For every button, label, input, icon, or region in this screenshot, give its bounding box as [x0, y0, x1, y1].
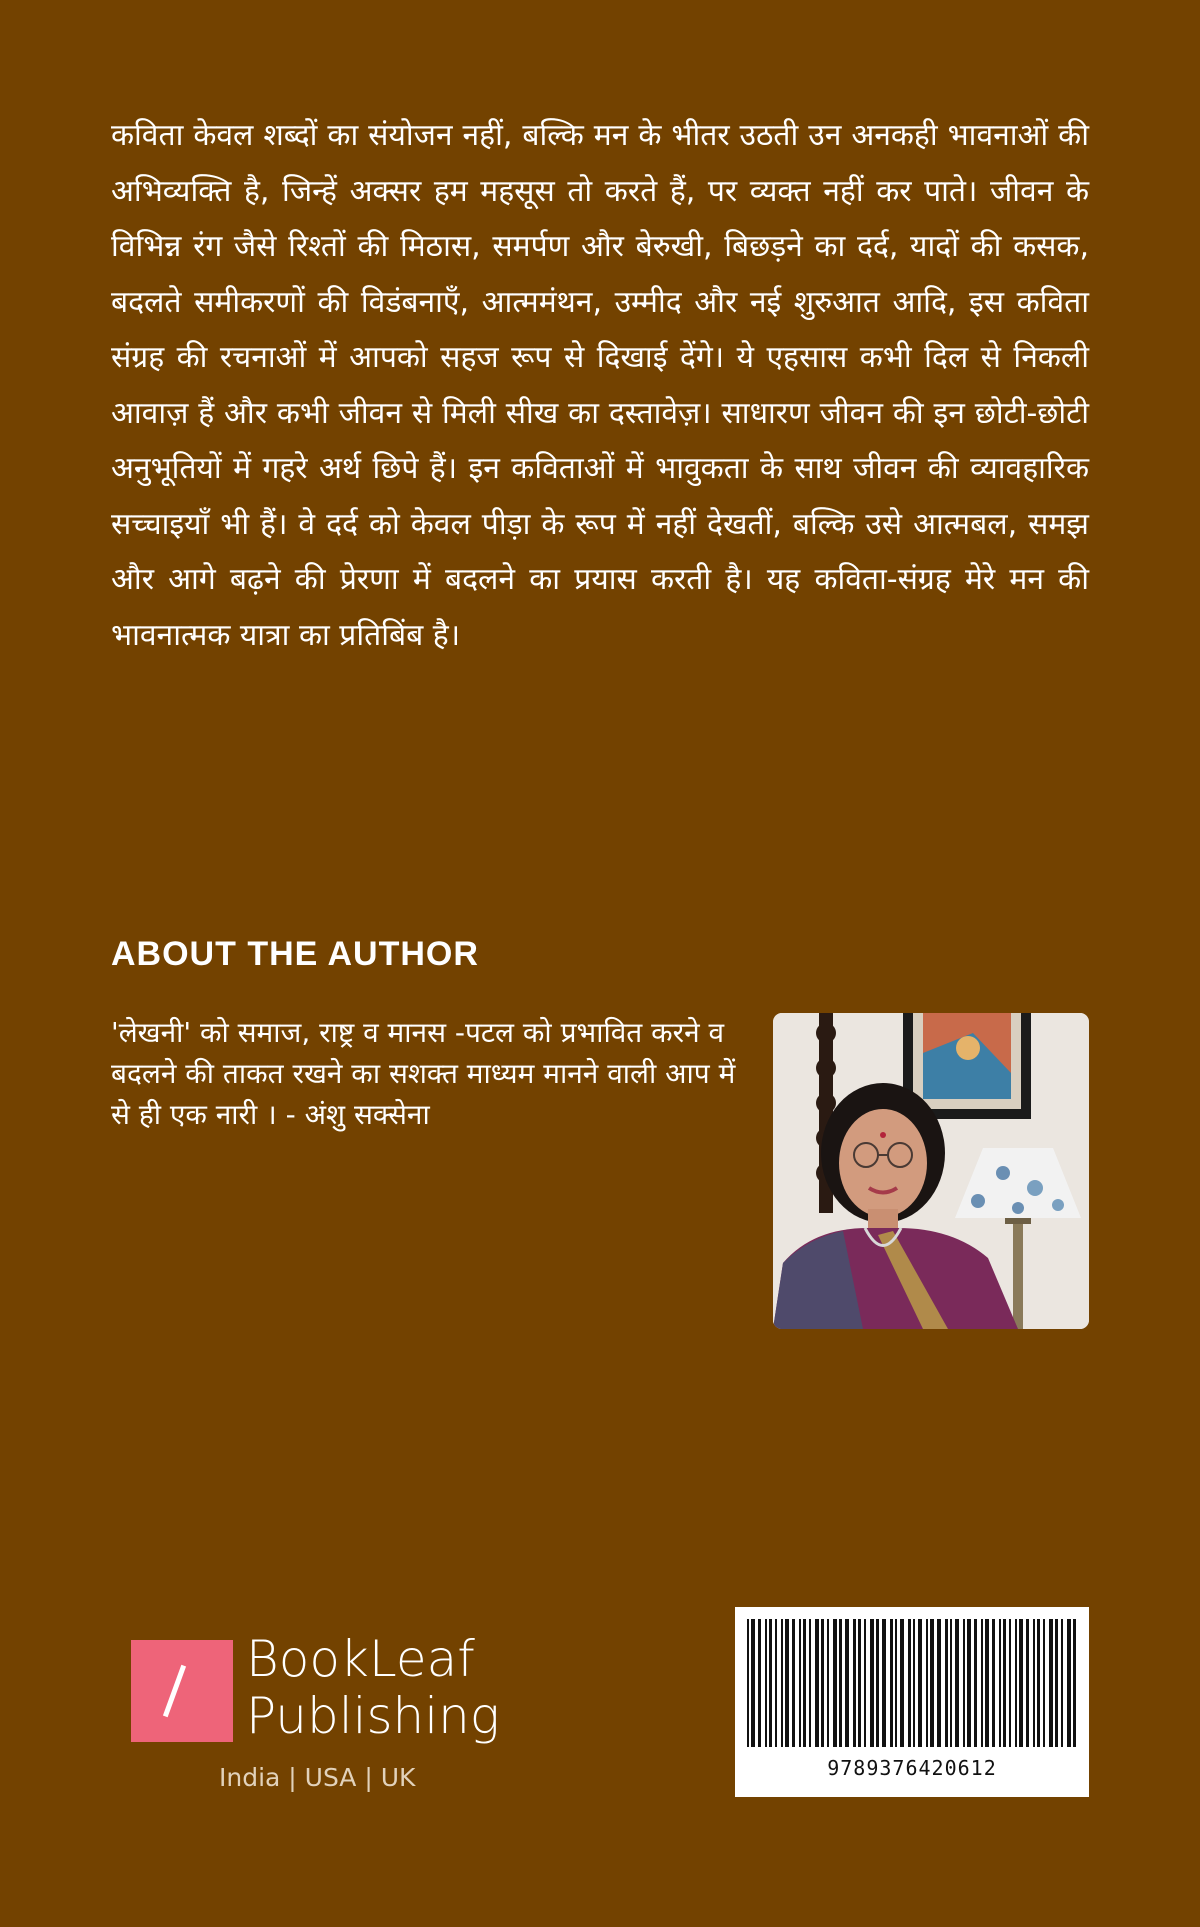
barcode-bar [999, 1619, 1001, 1747]
barcode-bar [1061, 1619, 1063, 1747]
barcode-bar [1009, 1619, 1011, 1747]
barcode-bar [967, 1619, 971, 1747]
barcode-bar [785, 1619, 789, 1747]
barcode-bars [735, 1607, 1089, 1757]
barcode-bar [781, 1619, 783, 1747]
barcode-bar [799, 1619, 801, 1747]
barcode-bar [858, 1619, 861, 1747]
barcode-bar [803, 1619, 806, 1747]
barcode-bar [985, 1619, 989, 1747]
barcode-bar [792, 1619, 795, 1747]
barcode-bar [833, 1619, 837, 1747]
barcode-bar [992, 1619, 995, 1747]
about-author-heading: ABOUT THE AUTHOR [111, 935, 479, 973]
barcode-bar [769, 1619, 772, 1747]
barcode-bar [876, 1619, 879, 1747]
barcode-bar [815, 1619, 819, 1747]
barcode-bar [1055, 1619, 1058, 1747]
publisher-locations: India | USA | UK [219, 1763, 416, 1792]
barcode-bar [853, 1619, 856, 1747]
barcode-bar [890, 1619, 893, 1747]
barcode-bar [1033, 1619, 1035, 1747]
author-bio: 'लेखनी' को समाज, राष्ट्र व मानस -पटल को प्रभावित करने व बदलने की ताकत रखने का सशक्त माध्यम मानने वाली आप में से ही एक नारी । - अंशु सक्सेना [111, 1016, 736, 1131]
barcode-bar [1003, 1619, 1006, 1747]
barcode-bar [1026, 1619, 1029, 1747]
barcode-bar [937, 1619, 941, 1747]
barcode-bar [1043, 1619, 1045, 1747]
barcode-bar [930, 1619, 934, 1747]
barcode-bar [765, 1619, 767, 1747]
publisher-name-line1: BookLeaf [246, 1630, 475, 1688]
barcode-bar [1067, 1619, 1071, 1747]
publisher-name [246, 1631, 500, 1745]
barcode-bar [1037, 1619, 1040, 1747]
barcode-bar [864, 1619, 866, 1747]
publisher-logo [131, 1630, 531, 1805]
barcode-bar [981, 1619, 983, 1747]
barcode-bar [758, 1619, 761, 1747]
barcode-bar [882, 1619, 886, 1747]
bookleaf-logo-icon [131, 1640, 233, 1742]
barcode-bar [945, 1619, 948, 1747]
barcode-bar [950, 1619, 952, 1747]
barcode-bar [827, 1619, 829, 1747]
barcode-bar [908, 1619, 911, 1747]
barcode-bar [775, 1619, 777, 1747]
barcode-bar [974, 1619, 977, 1747]
barcode-bar [1073, 1619, 1076, 1747]
barcode-bar [963, 1619, 965, 1747]
barcode-bar [821, 1619, 824, 1747]
barcode-bar [1019, 1619, 1023, 1747]
isbn-number: 9789376420612 [827, 1756, 997, 1780]
slash-mark [163, 1665, 186, 1717]
barcode-bar [895, 1619, 897, 1747]
barcode-bar [809, 1619, 811, 1747]
isbn-barcode [735, 1607, 1089, 1797]
barcode-bar [747, 1619, 749, 1747]
barcode-bar [751, 1619, 755, 1747]
barcode-bar [913, 1619, 915, 1747]
barcode-bar [839, 1619, 842, 1747]
back-cover-blurb: कविता केवल शब्दों का संयोजन नहीं, बल्कि मन के भीतर उठती उन अनकही भावनाओं की अभिव्यक्ति है, जिन्हें अक्सर हम महसूस तो करते हैं, पर व्यक्त नहीं कर पाते। जीवन के विभिन्न रंग जैसे रिश्तों की मिठास, समर्पण और बेरुखी, बिछड़ने का दर्द, यादों की कसक, बदलते समीकरणों की विडंबनाएँ, आत्ममंथन, उम्मीद और नई शुरुआत आदि, इस कविता संग्रह की रचनाओं में आपको सहज रूप से दिखाई देंगे। ये एहसास कभी दिल से निकली आवाज़ हैं और कभी जीवन से मिली सीख का दस्तावेज़। साधारण जीवन की इन छोटी-छोटी अनुभूतियों में गहरे अर्थ छिपे हैं। इन कविताओं में भावुकता के साथ जीवन की व्यावहारिक सच्चाइयाँ भी हैं। वे दर्द को केवल पीड़ा के रूप में नहीं देखतीं, बल्कि उसे आत्मबल, समझ और आगे बढ़ने की प्रेरणा में बदलने का प्रयास करती है। यह कविता-संग्रह मेरे मन की भावनात्मक यात्रा का प्रतिबिंब है। [111, 118, 1089, 653]
barcode-bar [1015, 1619, 1017, 1747]
barcode-bar [926, 1619, 928, 1747]
barcode-bar [955, 1619, 959, 1747]
barcode-bar [918, 1619, 922, 1747]
barcode-bar [870, 1619, 874, 1747]
author-photo [773, 1013, 1089, 1329]
publisher-name-line2: Publishing [246, 1687, 500, 1745]
barcode-bar [1049, 1619, 1053, 1747]
barcode-bar [845, 1619, 849, 1747]
barcode-bar [900, 1619, 904, 1747]
